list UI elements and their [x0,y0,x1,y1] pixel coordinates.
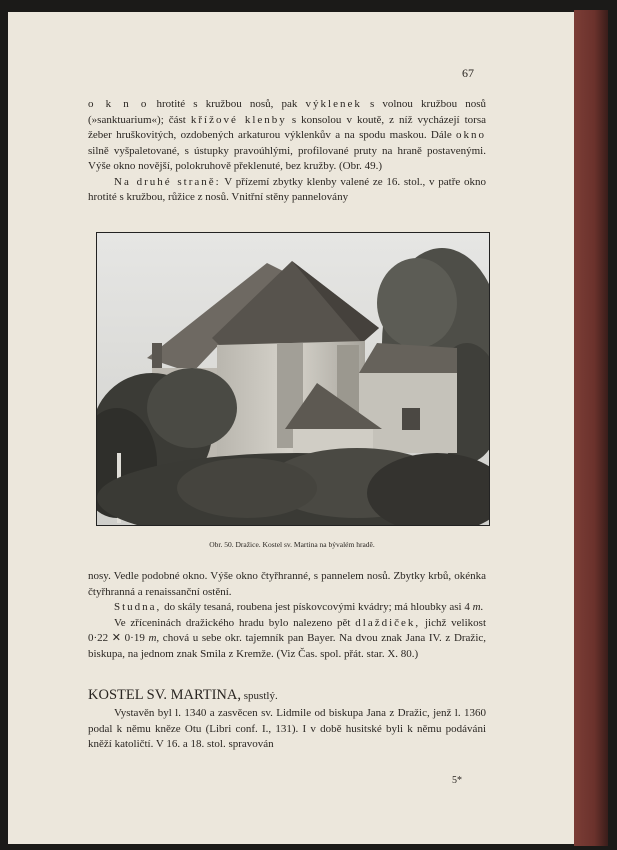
signature-mark: 5* [452,775,462,786]
book-page-edge [574,10,608,846]
paragraph [88,706,486,753]
text-block-section [88,706,486,753]
paragraph [88,569,486,600]
text-run: m. [472,601,484,613]
text-run: hrotité s kružbou nosů, pak [148,98,306,110]
text-run: chová u sebe okr. tajemník pan Bayer. Na dvou znak Jana IV. z Dražic, biskupa, na jednom znak Smila z Kremže. (Viz Čas. spol. přát. star. X. 80.) [88,632,487,660]
text-block-bottom [88,569,486,662]
text-run: silně vyšpaletované, s ústupky pravoúhlými, profilované pruty na hraně postavenými. Výše okno novější, polokruhově překlenuté, bez kružby. (Obr. 49.) [88,144,486,172]
text-run: jichž velikost 0·22 ✕ 0·19 [88,616,486,644]
text-run: křížové klenby [190,113,287,126]
text-run: Vystavěn byl l. 1340 a zasvěcen sv. Lidmile od biskupa Jana z Dražic, jenž l. 1360 podal k němu kněze Otu (Libri conf. I., 131). I v době husitské byli k němu podáváni kněží katoličtí. V 16. a 18. stol. spravován [88,707,486,750]
text-run: nosy. Vedle podobné okno. Výše okno čtyřhranné, s pannelem nosů. Zbytky krbů, okénka čtyřhranná a renaissanční ostění. [88,570,486,598]
text-run: s konsolou v koutě, z níž vycházejí torsa žeber hruškovitých, ozdobených arkaturou výklenkův a na spodu maskou. Dále [88,113,486,141]
paragraph [88,97,486,175]
text-block-top [88,97,486,206]
paragraph [88,616,486,663]
text-run: dlaždiček, [355,616,421,629]
text-run: o k n o [88,98,149,110]
text-run: Na druhé straně: [114,175,221,188]
text-run: Studna, [114,601,162,613]
church-photo-illustration [97,233,489,525]
paragraph [88,175,486,206]
text-run: Ve zříceninách dražického hradu bylo nalezeno pět [114,616,356,629]
text-run: okno [456,129,486,141]
figure-caption: Obr. 50. Dražice. Kostel sv. Martina na bývalém hradě. [209,540,375,549]
text-run: s volnou kružbou nosů (»sanktuarium«); část [88,98,486,126]
text-run: m, [148,632,160,644]
text-run: do skály tesaná, roubena jest pískovcovými kvádry; má hloubky asi 4 [161,601,473,613]
paragraph [88,600,486,616]
section-heading-block [88,686,486,706]
text-run: výklenek [305,98,362,110]
page-number: 67 [462,66,474,80]
section-heading [88,686,486,706]
section-subtitle: spustlý. [241,690,278,702]
church-photograph [96,232,490,526]
text-run: V přízemí zbytky klenby valené ze 16. stol., v patře okno hrotité s kružbou, růžice z nosů. Vnitřní stěny pannelovány [88,175,486,203]
section-title: KOSTEL SV. MARTINA, [88,687,242,703]
